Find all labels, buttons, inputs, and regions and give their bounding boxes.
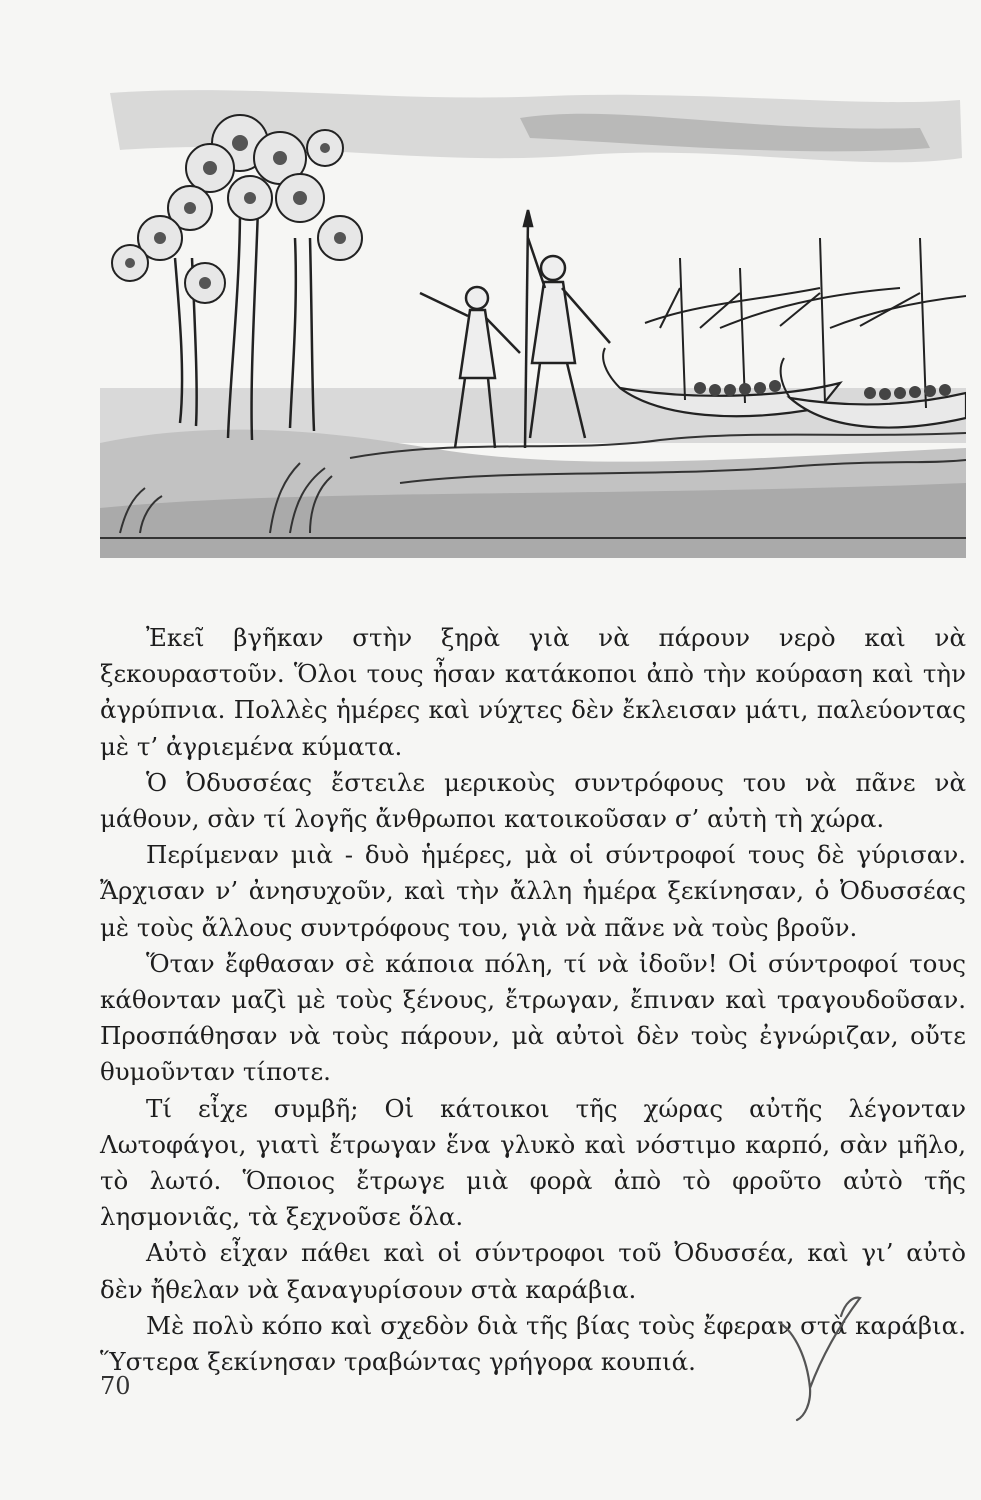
- paragraph-5: Τί εἶχε συμβῆ; Οἱ κάτοικοι τῆς χώρας αὐτῆς λέγονταν Λωτοφάγοι, γιατὶ ἔτρωγαν ἕνα γλυκὸ καὶ νόστιμο καρπό, σὰν μῆλο, τὸ λωτό. Ὅποιος ἔτρωγε μιὰ φορὰ ἀπὸ τὸ φροῦτο αὐτὸ τῆς λησμονιᾶς, τὰ ξεχνοῦσε ὅλα.: [100, 1093, 966, 1232]
- paragraph-6: Αὐτὸ εἶχαν πάθει καὶ οἱ σύντροφοι τοῦ Ὀδυσσέα, καὶ γι’ αὐτὸ δὲν ἤθελαν νὰ ξαναγυρίσουν στὰ καράβια.: [100, 1238, 966, 1304]
- paragraph-2: Ὁ Ὀδυσσέας ἔστειλε μερικοὺς συντρόφους του νὰ πᾶνε νὰ μάθουν, σὰν τί λογῆς ἄνθρωποι κατοικοῦσαν σ’ αὐτὴ τὴ χώρα.: [100, 767, 966, 834]
- odysseus-companions-ships-illustration: [100, 88, 966, 558]
- paragraph-7: Μὲ πολὺ κόπο καὶ σχεδὸν διὰ τῆς βίας τοὺς ἔφεραν στὰ καράβια. Ὕστερα ξεκίνησαν τραβώντας γρήγορα κουπιά.: [100, 1310, 966, 1377]
- pencil-checkmark-icon: [775, 1288, 865, 1423]
- story-text: [100, 620, 966, 1380]
- paragraph-3: Περίμεναν μιὰ - δυὸ ἡμέρες, μὰ οἱ σύντροφοί τους δὲ γύρισαν. Ἄρχισαν ν’ ἀνησυχοῦν, καὶ τὴν ἄλλη ἡμέρα ξεκίνησαν, ὁ Ὀδυσσέας μὲ τοὺς ἄλλους συντρόφους του, γιὰ νὰ πᾶνε νὰ τοὺς βροῦν.: [100, 840, 966, 942]
- paragraph-4: Ὅταν ἔφθασαν σὲ κάποια πόλη, τί νὰ ἰδοῦν! Οἱ σύντροφοί τους κάθονταν μαζὶ μὲ τοὺς ξένους, ἔτρωγαν, ἔπιναν καὶ τραγουδοῦσαν. Προσπάθησαν νὰ τοὺς πάρουν, μὰ αὐτοὶ δὲν τοὺς ἐγνώριζαν, οὔτε θυμοῦνταν τίποτε.: [100, 948, 966, 1087]
- page-number: 70: [100, 1372, 131, 1400]
- paragraph-1: Ἐκεῖ βγῆκαν στὴν ξηρὰ γιὰ νὰ πάρουν νερὸ καὶ νὰ ξεκουραστοῦν. Ὅλοι τους ἦσαν κατάκοποι ἀπὸ τὴν κούραση καὶ τὴν ἀγρύπνια. Πολλὲς ἡμέρες καὶ νύχτες δὲν ἔκλεισαν μάτι, παλεύοντας μὲ τ’ ἀγριεμένα κύματα.: [100, 623, 966, 761]
